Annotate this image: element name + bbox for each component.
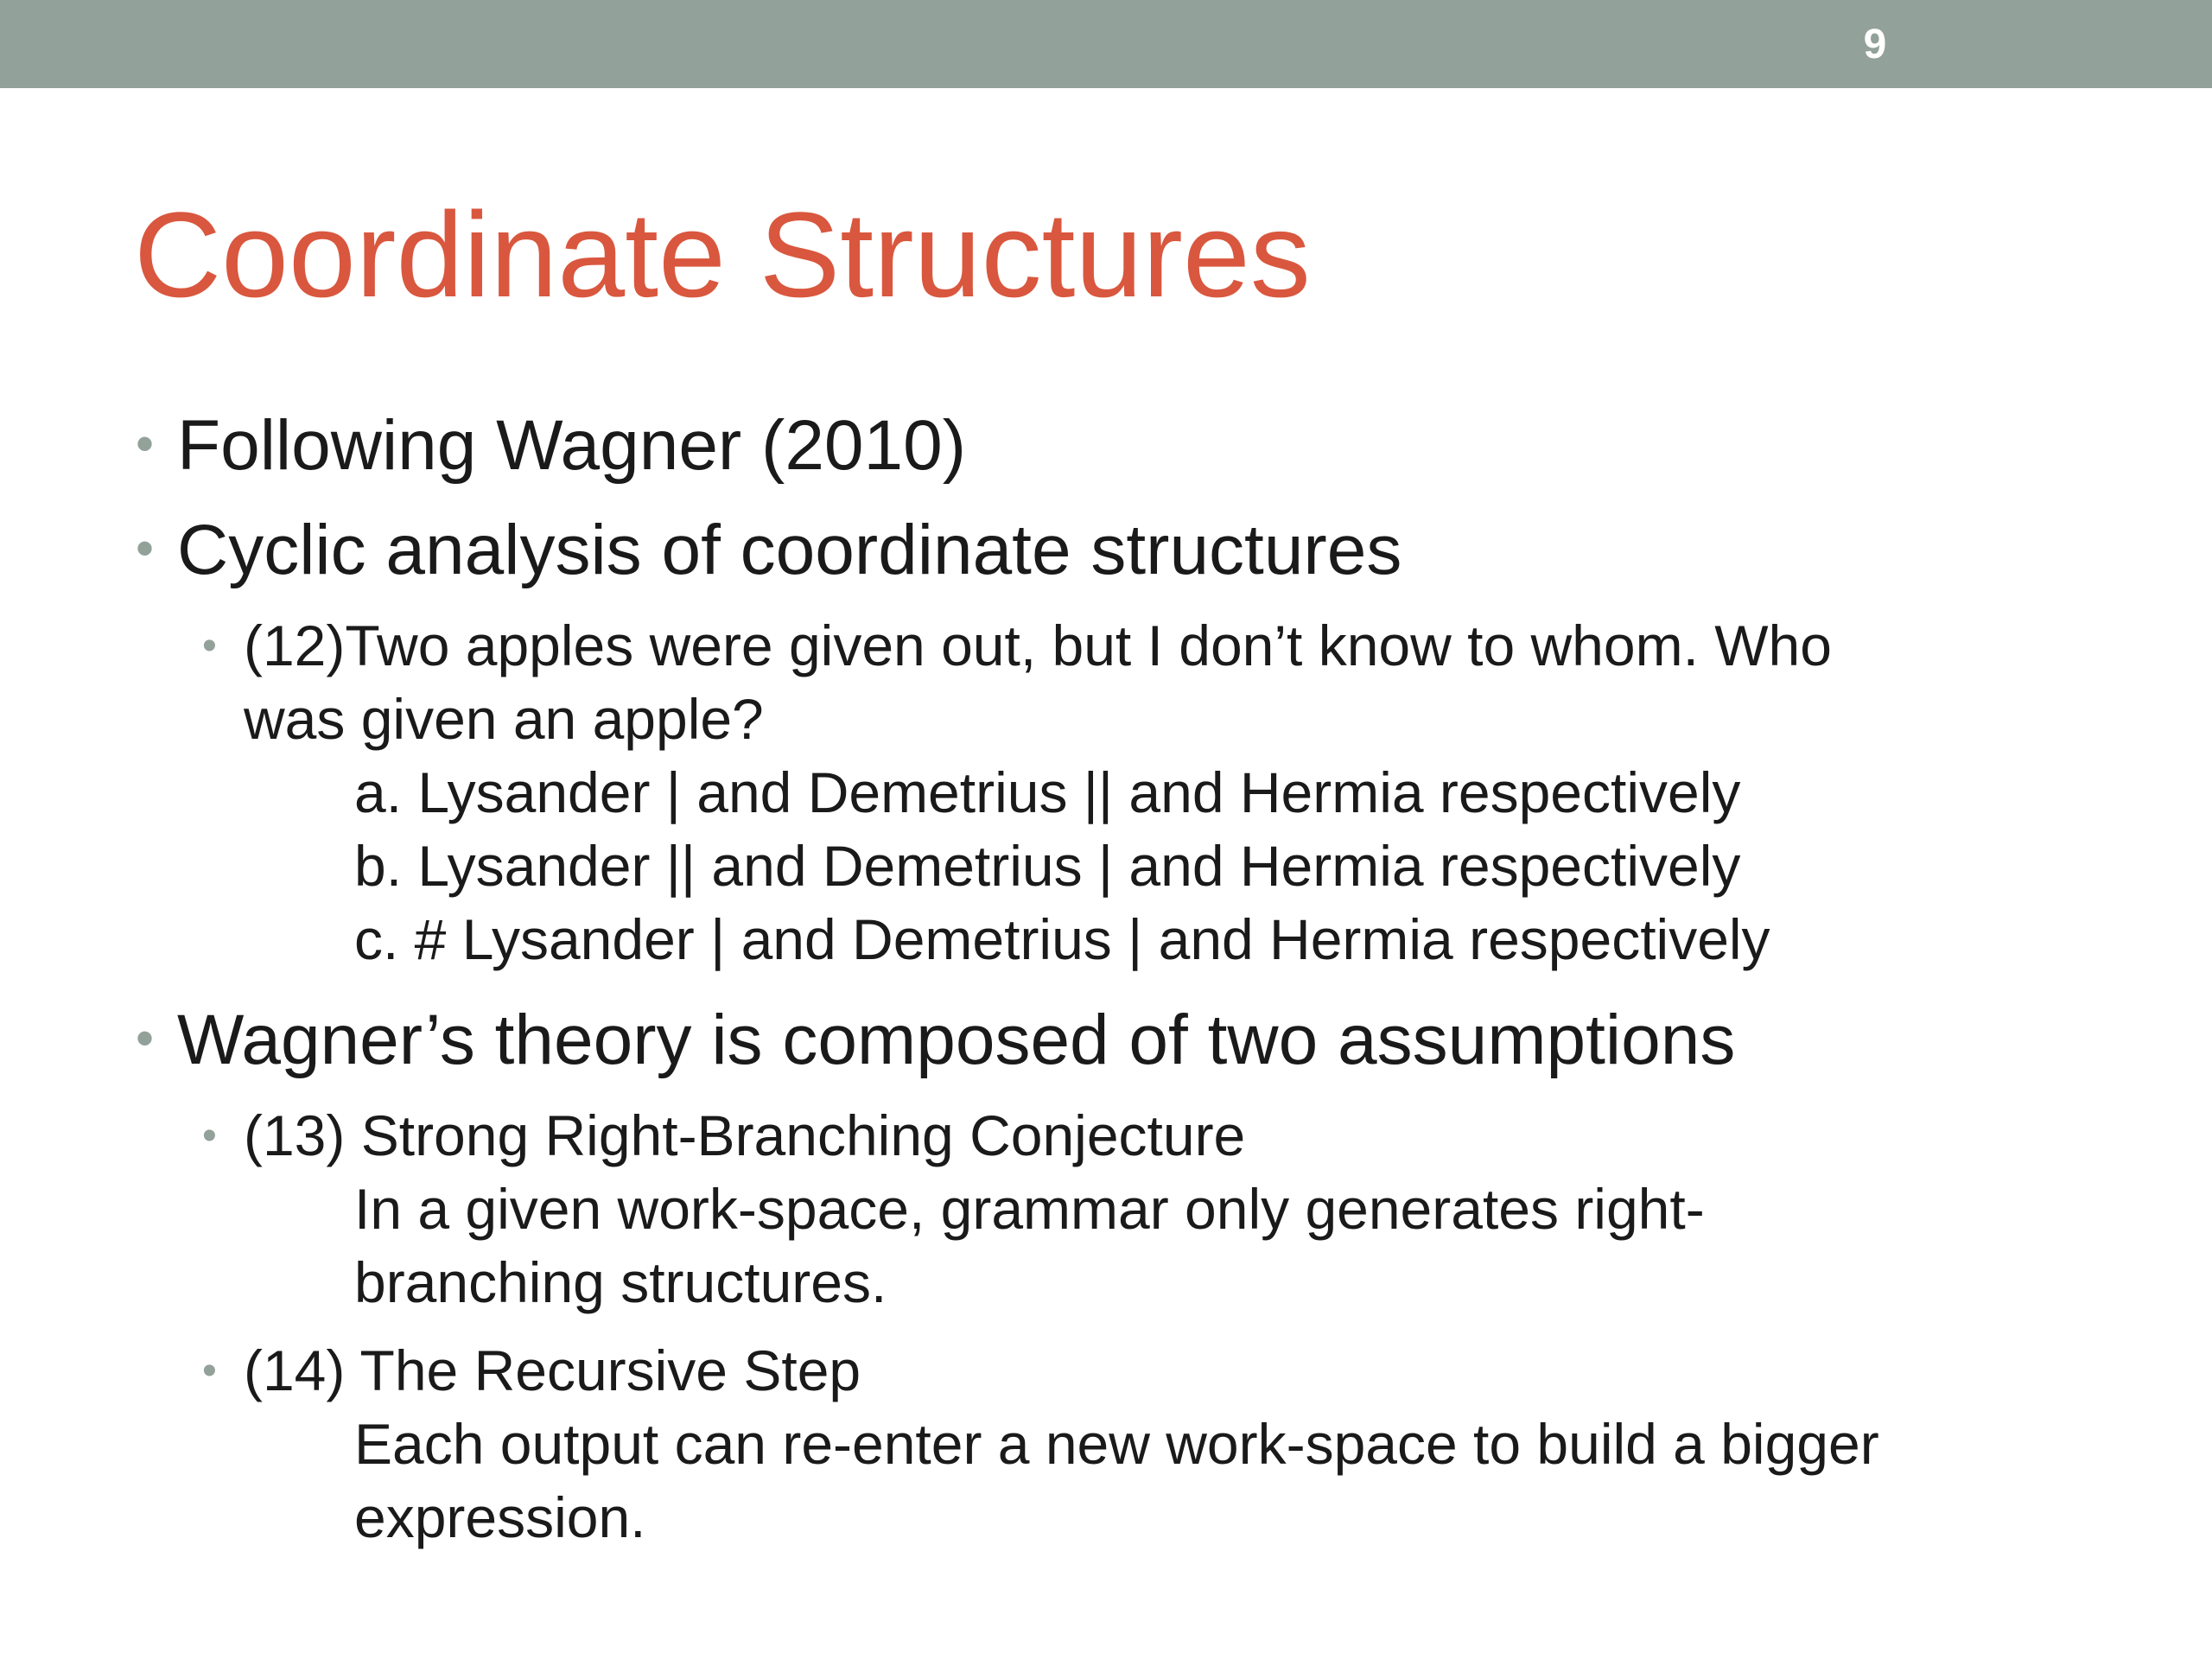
example-text: (14) The Recursive Step: [244, 1338, 861, 1402]
header-bar: [0, 0, 2212, 88]
bullet-text: Cyclic analysis of coordinate structures: [177, 511, 1402, 589]
slide-title: Coordinate Structures: [134, 187, 1311, 322]
example-14-line-1: Each output can re-enter a new work-space to build a bigger: [354, 1412, 1879, 1476]
bullet-dot-icon: •: [136, 1009, 155, 1067]
bullet-dot-icon: •: [202, 623, 217, 669]
example-12-line-2: was given an apple?: [244, 687, 764, 751]
example-12-option-b: b. Lysander || and Demetrius | and Hermia respectively: [354, 834, 1741, 898]
bullet-text: Wagner’s theory is composed of two assumptions: [177, 1001, 1736, 1079]
example-13-line-1: In a given work-space, grammar only generates right-: [354, 1177, 1705, 1241]
bullet-cyclic-analysis: [136, 507, 1402, 594]
slide-number: 9: [1863, 22, 1887, 67]
bullet-text: Following Wagner (2010): [177, 406, 967, 485]
example-12-option-c: c. # Lysander | and Demetrius | and Hermia respectively: [354, 907, 1770, 971]
bullet-dot-icon: •: [202, 1348, 217, 1394]
example-text: (13) Strong Right-Branching Conjecture: [244, 1103, 1246, 1167]
example-13-line-2: branching structures.: [354, 1250, 887, 1314]
example-text: (12)Two apples were given out, but I don’t know to whom. Who: [244, 613, 1832, 677]
example-14-label: [202, 1334, 861, 1408]
bullet-wagners-theory: [136, 997, 1736, 1084]
bullet-dot-icon: •: [136, 415, 155, 473]
bullet-following-wagner: [136, 403, 967, 489]
example-12-line-1: [202, 609, 1832, 683]
example-14-line-2: expression.: [354, 1485, 646, 1549]
bullet-dot-icon: •: [202, 1113, 217, 1159]
bullet-dot-icon: •: [136, 519, 155, 577]
example-12-option-a: a. Lysander | and Demetrius || and Hermia respectively: [354, 760, 1741, 824]
example-13-label: [202, 1099, 1246, 1173]
